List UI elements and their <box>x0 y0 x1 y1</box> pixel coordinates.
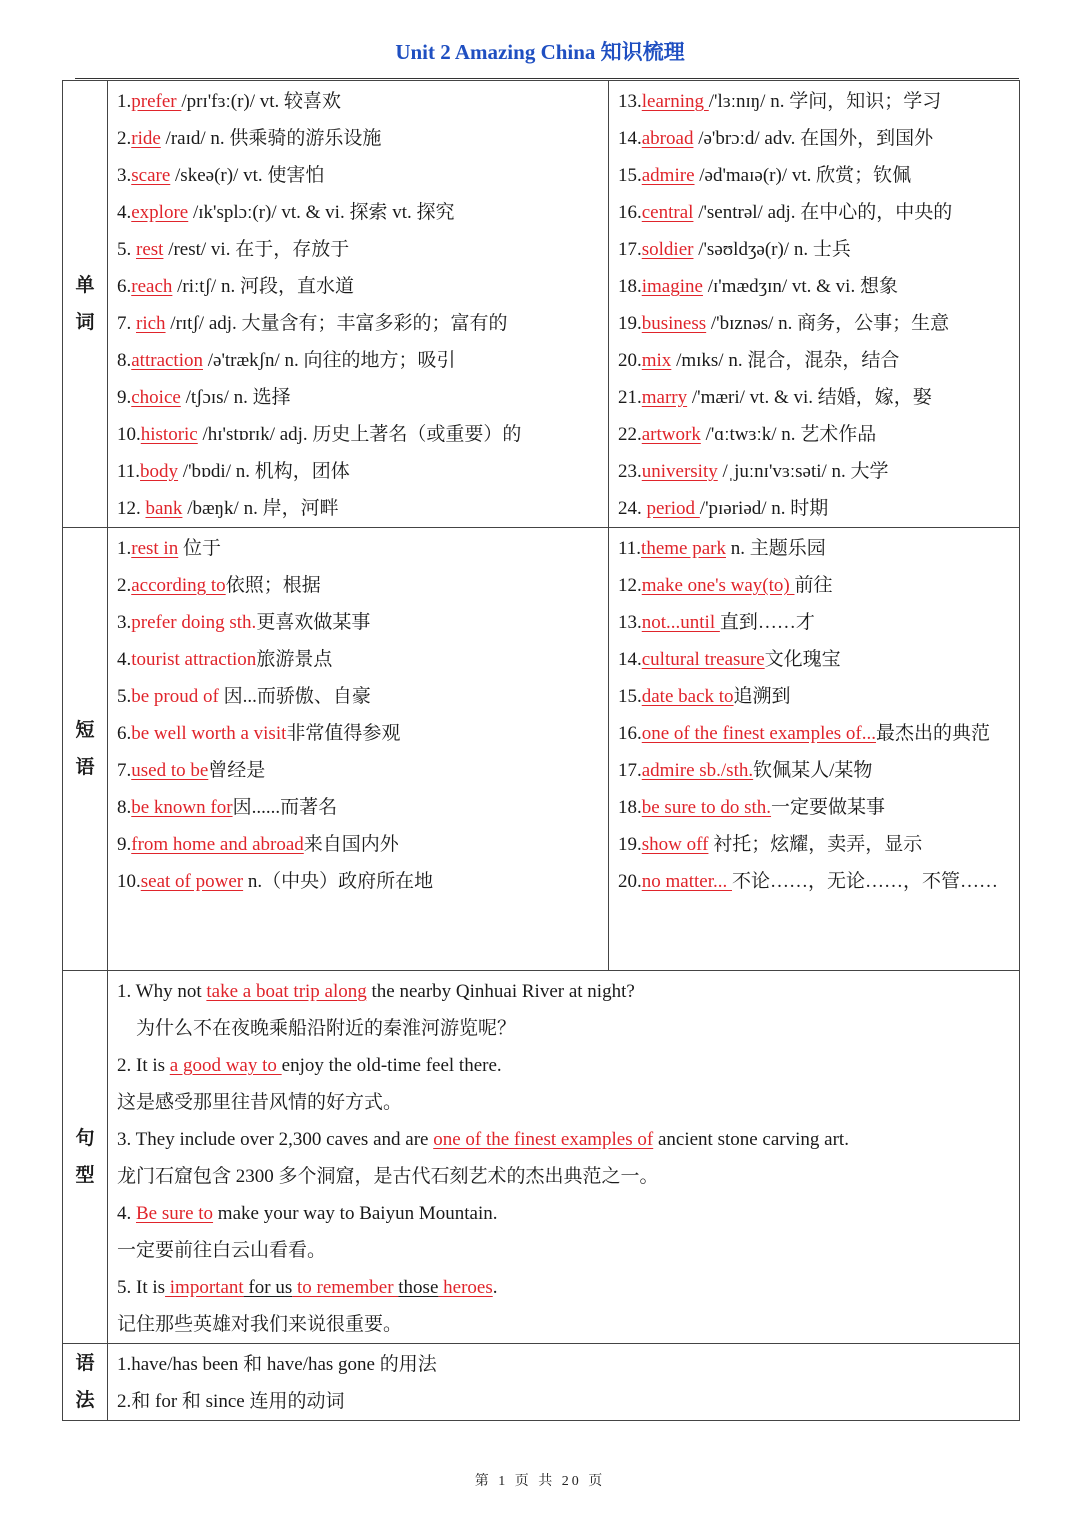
word-item <box>618 490 1011 527</box>
item-term: bank <box>145 498 183 519</box>
words-row <box>63 81 1020 528</box>
item-definition: /'mæri/ vt. & vi. 结婚，嫁，娶 <box>687 387 932 408</box>
item-term: prefer <box>131 91 182 112</box>
item-definition: 衬托；炫耀，卖弄，显示 <box>708 834 923 855</box>
item-number: 8. <box>117 350 132 371</box>
sentence-english <box>117 973 1011 1010</box>
item-term: make one's way(to) <box>641 575 795 596</box>
item-term: prefer doing sth. <box>131 612 257 633</box>
item-definition: n. 主题乐园 <box>725 538 826 559</box>
sentence-part: . <box>492 1277 498 1298</box>
item-term: theme park <box>641 538 726 559</box>
item-term: show off <box>641 834 709 855</box>
item-term: rest <box>136 239 164 260</box>
item-definition: /mɪks/ n. 混合，混杂，结合 <box>671 350 900 371</box>
page-title: Unit 2 Amazing China 知识梳理 <box>395 40 685 64</box>
sentence-part: ancient stone carving art. <box>653 1129 849 1150</box>
word-item <box>117 453 600 490</box>
item-definition: /ɪk'splɔː(r)/ vt. & vi. 探索 vt. 探究 <box>188 202 455 223</box>
item-definition: /ə'brɔːd/ adv. 在国外，到国外 <box>693 128 934 149</box>
words-left <box>108 81 609 528</box>
item-number: 1. <box>117 538 132 559</box>
sentence-english <box>117 1121 1011 1158</box>
item-term: soldier <box>641 239 694 260</box>
word-item <box>618 305 1011 342</box>
phrase-item <box>117 826 600 863</box>
word-item <box>117 379 600 416</box>
item-number: 15. <box>618 686 642 707</box>
phrase-item <box>618 567 1011 604</box>
item-definition: n.（中央）政府所在地 <box>243 871 434 892</box>
item-term: central <box>641 202 694 223</box>
sentence-part: take a boat trip along <box>206 981 367 1002</box>
sentences-row <box>63 971 1020 1344</box>
sentence-part: enjoy the old-time feel there. <box>281 1055 502 1076</box>
item-definition: /'sentrəl/ adj. 在中心的，中央的 <box>693 202 953 223</box>
item-definition: /skeə(r)/ vt. 使害怕 <box>170 165 325 186</box>
item-definition: 一定要做某事 <box>771 797 886 818</box>
item-number: 4. <box>117 202 132 223</box>
item-definition: 追溯到 <box>733 686 791 707</box>
phrase-item <box>618 641 1011 678</box>
item-term: choice <box>131 387 181 408</box>
item-definition: /riːtʃ/ n. 河段，直水道 <box>172 276 354 297</box>
item-number: 17. <box>618 239 642 260</box>
phrase-item <box>618 789 1011 826</box>
item-term: not...until <box>641 612 720 633</box>
item-term: admire <box>641 165 695 186</box>
item-number: 3. <box>117 612 132 633</box>
word-item <box>618 342 1011 379</box>
item-number: 10. <box>117 424 141 445</box>
phrase-item <box>117 567 600 604</box>
item-number: 2. <box>117 128 132 149</box>
item-term: tourist attraction <box>131 649 257 670</box>
item-definition: 前往 <box>794 575 833 596</box>
item-number: 14. <box>618 128 642 149</box>
item-definition: /'ɑːtwɜːk/ n. 艺术作品 <box>700 424 877 445</box>
phrase-item <box>117 530 600 567</box>
item-definition: /tʃɔɪs/ n. 选择 <box>180 387 291 408</box>
item-term: period <box>646 498 700 519</box>
phrase-item <box>618 826 1011 863</box>
item-definition: /rest/ vi. 在于，存放于 <box>163 239 350 260</box>
item-definition: /hɪ'stɒrɪk/ adj. 历史上著名（或重要）的 <box>197 424 522 445</box>
item-term: learning <box>641 91 709 112</box>
phrase-item <box>117 641 600 678</box>
item-number: 18. <box>618 797 642 818</box>
item-definition: 更喜欢做某事 <box>256 612 371 633</box>
phrase-item <box>117 715 600 752</box>
item-term: one of the finest examples of... <box>641 723 877 744</box>
sentence-part: 2. It is <box>117 1055 170 1076</box>
sentence-part: 4. <box>117 1203 136 1224</box>
item-definition: /ɪ'mædʒɪn/ vt. & vi. 想象 <box>702 276 898 297</box>
item-term: reach <box>131 276 173 297</box>
item-definition: /'bɪznəs/ n. 商务，公事；生意 <box>706 313 950 334</box>
item-term: be proud of <box>131 686 219 707</box>
phrase-item <box>117 863 600 900</box>
item-number: 24. <box>618 498 647 519</box>
item-definition: 旅游景点 <box>256 649 333 670</box>
words-right <box>609 81 1020 528</box>
sentence-part: make your way to Baiyun Mountain. <box>213 1203 498 1224</box>
item-number: 6. <box>117 723 132 744</box>
sentence-chinese: 一定要前往白云山看看。 <box>117 1240 327 1261</box>
item-term: historic <box>140 424 198 445</box>
item-number: 11. <box>117 461 141 482</box>
item-term: according to <box>131 575 226 596</box>
sentence-part: for us <box>243 1277 293 1298</box>
item-term: business <box>641 313 707 334</box>
item-definition: /ˌjuːnɪ'vɜːsəti/ n. 大学 <box>717 461 889 482</box>
item-number: 13. <box>618 612 642 633</box>
sentence-chinese: 为什么不在夜晚乘船沿附近的秦淮河游览呢？ <box>117 1018 517 1039</box>
item-definition: /prɪ'fɜː(r)/ vt. 较喜欢 <box>181 91 342 112</box>
item-definition: 因......而著名 <box>232 797 338 818</box>
sentence-part: a good way to <box>169 1055 282 1076</box>
item-number: 12. <box>117 498 146 519</box>
word-item <box>117 342 600 379</box>
item-number: 20. <box>618 350 642 371</box>
item-number: 16. <box>618 202 642 223</box>
item-definition: 直到……才 <box>719 612 815 633</box>
item-term: from home and abroad <box>131 834 304 855</box>
item-number: 23. <box>618 461 642 482</box>
sentence-part: heroes <box>438 1277 493 1298</box>
grammar-label: 语 法 <box>63 1344 108 1421</box>
phrase-item <box>117 789 600 826</box>
words-label: 单 词 <box>63 81 108 528</box>
item-term: university <box>641 461 718 482</box>
grammar-row <box>63 1344 1020 1421</box>
item-term: be well worth a visit <box>131 723 287 744</box>
item-number: 5. <box>117 239 136 260</box>
item-term: seat of power <box>140 871 244 892</box>
item-number: 18. <box>618 276 642 297</box>
item-definition: 最杰出的典范 <box>876 723 991 744</box>
item-term: admire sb./sth. <box>641 760 754 781</box>
item-term: artwork <box>641 424 701 445</box>
sentences-cell <box>108 971 1020 1344</box>
item-term: body <box>140 461 179 482</box>
item-term: marry <box>641 387 688 408</box>
phrases-left <box>108 528 609 971</box>
item-number: 22. <box>618 424 642 445</box>
item-definition: /'pɪəriəd/ n. 时期 <box>699 498 829 519</box>
header-rule <box>75 78 1019 79</box>
item-definition: 位于 <box>178 538 221 559</box>
sentence-part: 3. They include over 2,300 caves and are <box>117 1129 434 1150</box>
sentences-label: 句 型 <box>63 971 108 1344</box>
sentence-part: important <box>165 1277 244 1298</box>
word-item <box>618 379 1011 416</box>
item-term: attraction <box>131 350 203 371</box>
sentence-english <box>117 1195 1011 1232</box>
item-number: 1. <box>117 91 132 112</box>
sentence-part: 1. Why not <box>117 981 207 1002</box>
knowledge-table <box>62 80 1020 1421</box>
item-term: ride <box>131 128 161 149</box>
item-number: 14. <box>618 649 642 670</box>
item-term: be known for <box>131 797 233 818</box>
word-item <box>618 157 1011 194</box>
item-term: no matter... <box>641 871 732 892</box>
item-term: imagine <box>641 276 703 297</box>
item-number: 10. <box>117 871 141 892</box>
item-definition: 钦佩某人/某物 <box>753 760 873 781</box>
item-number: 11. <box>618 538 642 559</box>
item-number: 19. <box>618 834 642 855</box>
word-item <box>618 231 1011 268</box>
item-definition: 来自国内外 <box>303 834 399 855</box>
item-number: 6. <box>117 276 132 297</box>
item-number: 9. <box>117 387 132 408</box>
item-definition: /'bɒdi/ n. 机构，团体 <box>178 461 350 482</box>
word-item <box>117 305 600 342</box>
item-definition: 不论……，无论……，不管…… <box>731 871 998 892</box>
item-definition: 文化瑰宝 <box>764 649 841 670</box>
item-number: 7. <box>117 313 136 334</box>
phrase-item <box>618 530 1011 567</box>
phrase-item <box>618 752 1011 789</box>
word-item <box>117 268 600 305</box>
item-definition: 非常值得参观 <box>286 723 401 744</box>
word-item <box>618 194 1011 231</box>
word-item <box>117 416 600 453</box>
word-item <box>117 83 600 120</box>
item-definition: 依照；根据 <box>225 575 321 596</box>
word-item <box>117 231 600 268</box>
item-number: 8. <box>117 797 132 818</box>
item-term: date back to <box>641 686 734 707</box>
item-number: 3. <box>117 165 132 186</box>
word-item <box>117 157 600 194</box>
phrase-item <box>618 604 1011 641</box>
item-term: scare <box>131 165 171 186</box>
phrase-item <box>618 678 1011 715</box>
sentence-chinese: 龙门石窟包含 2300 多个洞窟，是古代石刻艺术的杰出典范之一。 <box>117 1166 659 1187</box>
item-term: rest in <box>131 538 179 559</box>
item-definition: /əd'maɪə(r)/ vt. 欣赏；钦佩 <box>694 165 912 186</box>
word-item <box>117 490 600 527</box>
phrase-item <box>117 678 600 715</box>
page-footer: 第 1 页 共 20 页 <box>474 1474 606 1489</box>
item-definition: 曾经是 <box>208 760 266 781</box>
phrase-item <box>117 752 600 789</box>
item-number: 17. <box>618 760 642 781</box>
item-number: 21. <box>618 387 642 408</box>
item-term: cultural treasure <box>641 649 765 670</box>
item-definition: /ə'trækʃn/ n. 向往的地方；吸引 <box>203 350 456 371</box>
item-term: explore <box>131 202 189 223</box>
word-item <box>618 268 1011 305</box>
phrase-item <box>117 604 600 641</box>
word-item <box>618 83 1011 120</box>
word-item <box>117 194 600 231</box>
sentence-english <box>117 1047 1011 1084</box>
item-definition: /bæŋk/ n. 岸，河畔 <box>182 498 339 519</box>
item-term: abroad <box>641 128 694 149</box>
item-term: mix <box>641 350 672 371</box>
item-term: be sure to do sth. <box>641 797 772 818</box>
phrase-item <box>618 715 1011 752</box>
item-term: used to be <box>131 760 209 781</box>
phrases-label: 短 语 <box>63 528 108 971</box>
item-number: 2. <box>117 575 132 596</box>
item-number: 7. <box>117 760 132 781</box>
item-number: 5. <box>117 686 132 707</box>
item-number: 15. <box>618 165 642 186</box>
item-number: 16. <box>618 723 642 744</box>
sentence-chinese: 这是感受那里往昔风情的好方式。 <box>117 1092 403 1113</box>
word-item <box>618 416 1011 453</box>
sentence-part: the nearby Qinhuai River at night? <box>366 981 635 1002</box>
sentence-part: one of the finest examples of <box>433 1129 654 1150</box>
item-number: 19. <box>618 313 642 334</box>
item-number: 20. <box>618 871 642 892</box>
item-number: 9. <box>117 834 132 855</box>
item-definition: /'lɜːnɪŋ/ n. 学问，知识；学习 <box>708 91 942 112</box>
item-number: 4. <box>117 649 132 670</box>
item-definition: /rɪtʃ/ adj. 大量含有；丰富多彩的；富有的 <box>165 313 508 334</box>
word-item <box>618 453 1011 490</box>
item-number: 13. <box>618 91 642 112</box>
phrase-item <box>618 863 1011 900</box>
item-definition: /raɪd/ n. 供乘骑的游乐设施 <box>160 128 382 149</box>
grammar-cell <box>108 1344 1020 1421</box>
word-item <box>117 120 600 157</box>
sentence-part: those <box>398 1277 439 1298</box>
phrases-row <box>63 528 1020 971</box>
item-definition: /'səʊldʒə(r)/ n. 士兵 <box>693 239 851 260</box>
item-number: 12. <box>618 575 642 596</box>
sentence-part: to remember <box>292 1277 399 1298</box>
sentence-part: 5. It is <box>117 1277 166 1298</box>
phrases-right <box>609 528 1020 971</box>
sentence-chinese: 记住那些英雄对我们来说很重要。 <box>117 1314 403 1335</box>
sentence-part: Be sure to <box>136 1203 214 1224</box>
sentence-english <box>117 1269 1011 1306</box>
item-definition: 因...而骄傲、自豪 <box>218 686 371 707</box>
word-item <box>618 120 1011 157</box>
item-term: rich <box>136 313 166 334</box>
grammar-item: 2.和 for 和 since 连用的动词 <box>117 1391 345 1412</box>
grammar-item: 1.have/has been 和 have/has gone 的用法 <box>117 1354 437 1375</box>
